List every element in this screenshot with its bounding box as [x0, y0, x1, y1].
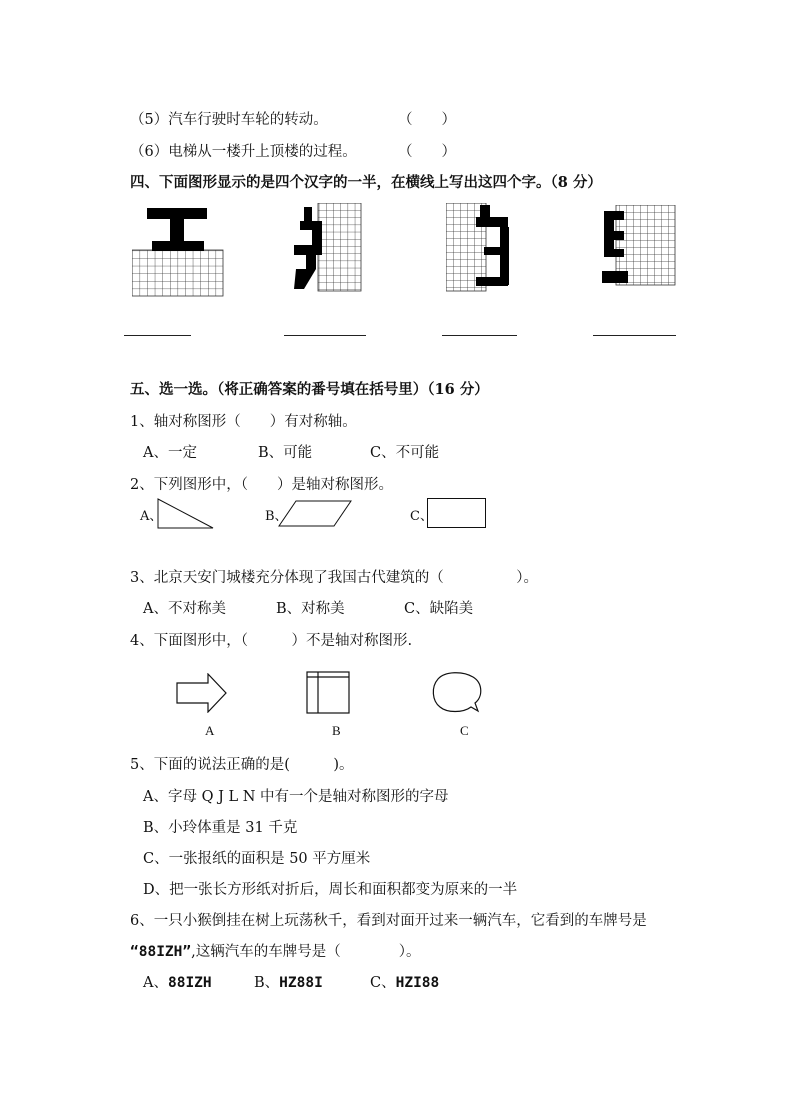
parallelogram-shape: [278, 500, 352, 528]
q6-option-a-prefix: A、: [143, 975, 168, 991]
q6-option-a-plate: 88IZH: [167, 975, 212, 991]
right-triangle-shape: [157, 498, 215, 530]
q2-option-a-label[interactable]: A、: [140, 509, 163, 524]
q6-option-b-plate: HZ88I: [279, 975, 323, 991]
speech-bubble-shape: [431, 671, 485, 715]
q2-stem: 2、下列图形中，（ ）是轴对称图形。: [130, 477, 393, 493]
q6-stem-rest: ,这辆汽车的车牌号是（ ）。: [191, 944, 421, 960]
q3-stem: 3、北京天安门城楼充分体现了我国古代建筑的（ ）。: [130, 570, 538, 586]
answer-line-2[interactable]: [284, 335, 366, 336]
q2-option-b-label[interactable]: B、: [265, 509, 288, 524]
q6-stem-line-2: [130, 940, 420, 961]
q1-stem: 1、轴对称图形（ ）有对称轴。: [130, 414, 357, 430]
q1-option-b[interactable]: B、可能: [258, 445, 313, 461]
q6-option-c[interactable]: [370, 971, 439, 992]
q4-label-a[interactable]: A: [205, 723, 215, 738]
rectangle-shape: [427, 498, 487, 529]
item-5-answer-paren[interactable]: （ ）: [398, 112, 456, 128]
q6-seen-plate: “88IZH”: [130, 944, 192, 960]
q6-stem-line-1: 6、一只小猴倒挂在树上玩荡秋千，看到对面开过来一辆汽车，它看到的车牌号是: [130, 913, 647, 929]
q1-option-a[interactable]: A、一定: [143, 445, 197, 461]
half-character-figure-4: [598, 205, 678, 289]
q3-option-b[interactable]: B、对称美: [276, 601, 345, 617]
square-with-lines-shape: [306, 671, 352, 715]
answer-line-3[interactable]: [442, 335, 517, 336]
q6-option-c-prefix: C、: [370, 975, 396, 991]
q4-label-c[interactable]: C: [460, 723, 469, 738]
arrow-shape: [176, 673, 228, 713]
half-character-figure-3: [446, 203, 512, 293]
q3-option-c[interactable]: C、缺陷美: [404, 601, 474, 617]
q5-option-c[interactable]: C、一张报纸的面积是 50 平方厘米: [143, 851, 371, 867]
q5-option-a[interactable]: A、字母 Q J L N 中有一个是轴对称图形的字母: [143, 789, 449, 805]
half-character-figure-1: [132, 205, 224, 300]
answer-line-1[interactable]: [124, 335, 191, 336]
q3-option-a[interactable]: A、不对称美: [143, 601, 226, 617]
section-4-heading: 四、下面图形显示的是四个汉字的一半，在横线上写出这四个字。（8 分）: [130, 174, 602, 191]
q6-option-a[interactable]: [143, 971, 212, 992]
q6-option-b-prefix: B、: [254, 975, 280, 991]
q6-option-b[interactable]: [254, 971, 323, 992]
q1-option-c[interactable]: C、不可能: [370, 445, 440, 461]
q5-option-d[interactable]: D、把一张长方形纸对折后，周长和面积都变为原来的一半: [143, 882, 518, 898]
q2-option-c-label[interactable]: C、: [410, 509, 433, 524]
half-character-figure-2: [290, 203, 362, 293]
item-5-text: （5）汽车行驶时车轮的转动。: [130, 112, 328, 128]
q4-stem: 4、下面图形中，（ ）不是轴对称图形.: [130, 633, 413, 649]
q5-stem: 5、下面的说法正确的是( )。: [130, 757, 354, 773]
q5-option-b[interactable]: B、小玲体重是 31 千克: [143, 820, 298, 836]
answer-line-4[interactable]: [593, 335, 676, 336]
q4-label-b[interactable]: B: [332, 723, 341, 738]
q6-option-c-plate: HZI88: [395, 975, 440, 991]
section-5-heading: 五、选一选。（将正确答案的番号填在括号里）（16 分）: [130, 381, 489, 398]
item-6-text: （6）电梯从一楼升上顶楼的过程。: [130, 144, 357, 160]
item-6-answer-paren[interactable]: （ ）: [398, 144, 456, 160]
